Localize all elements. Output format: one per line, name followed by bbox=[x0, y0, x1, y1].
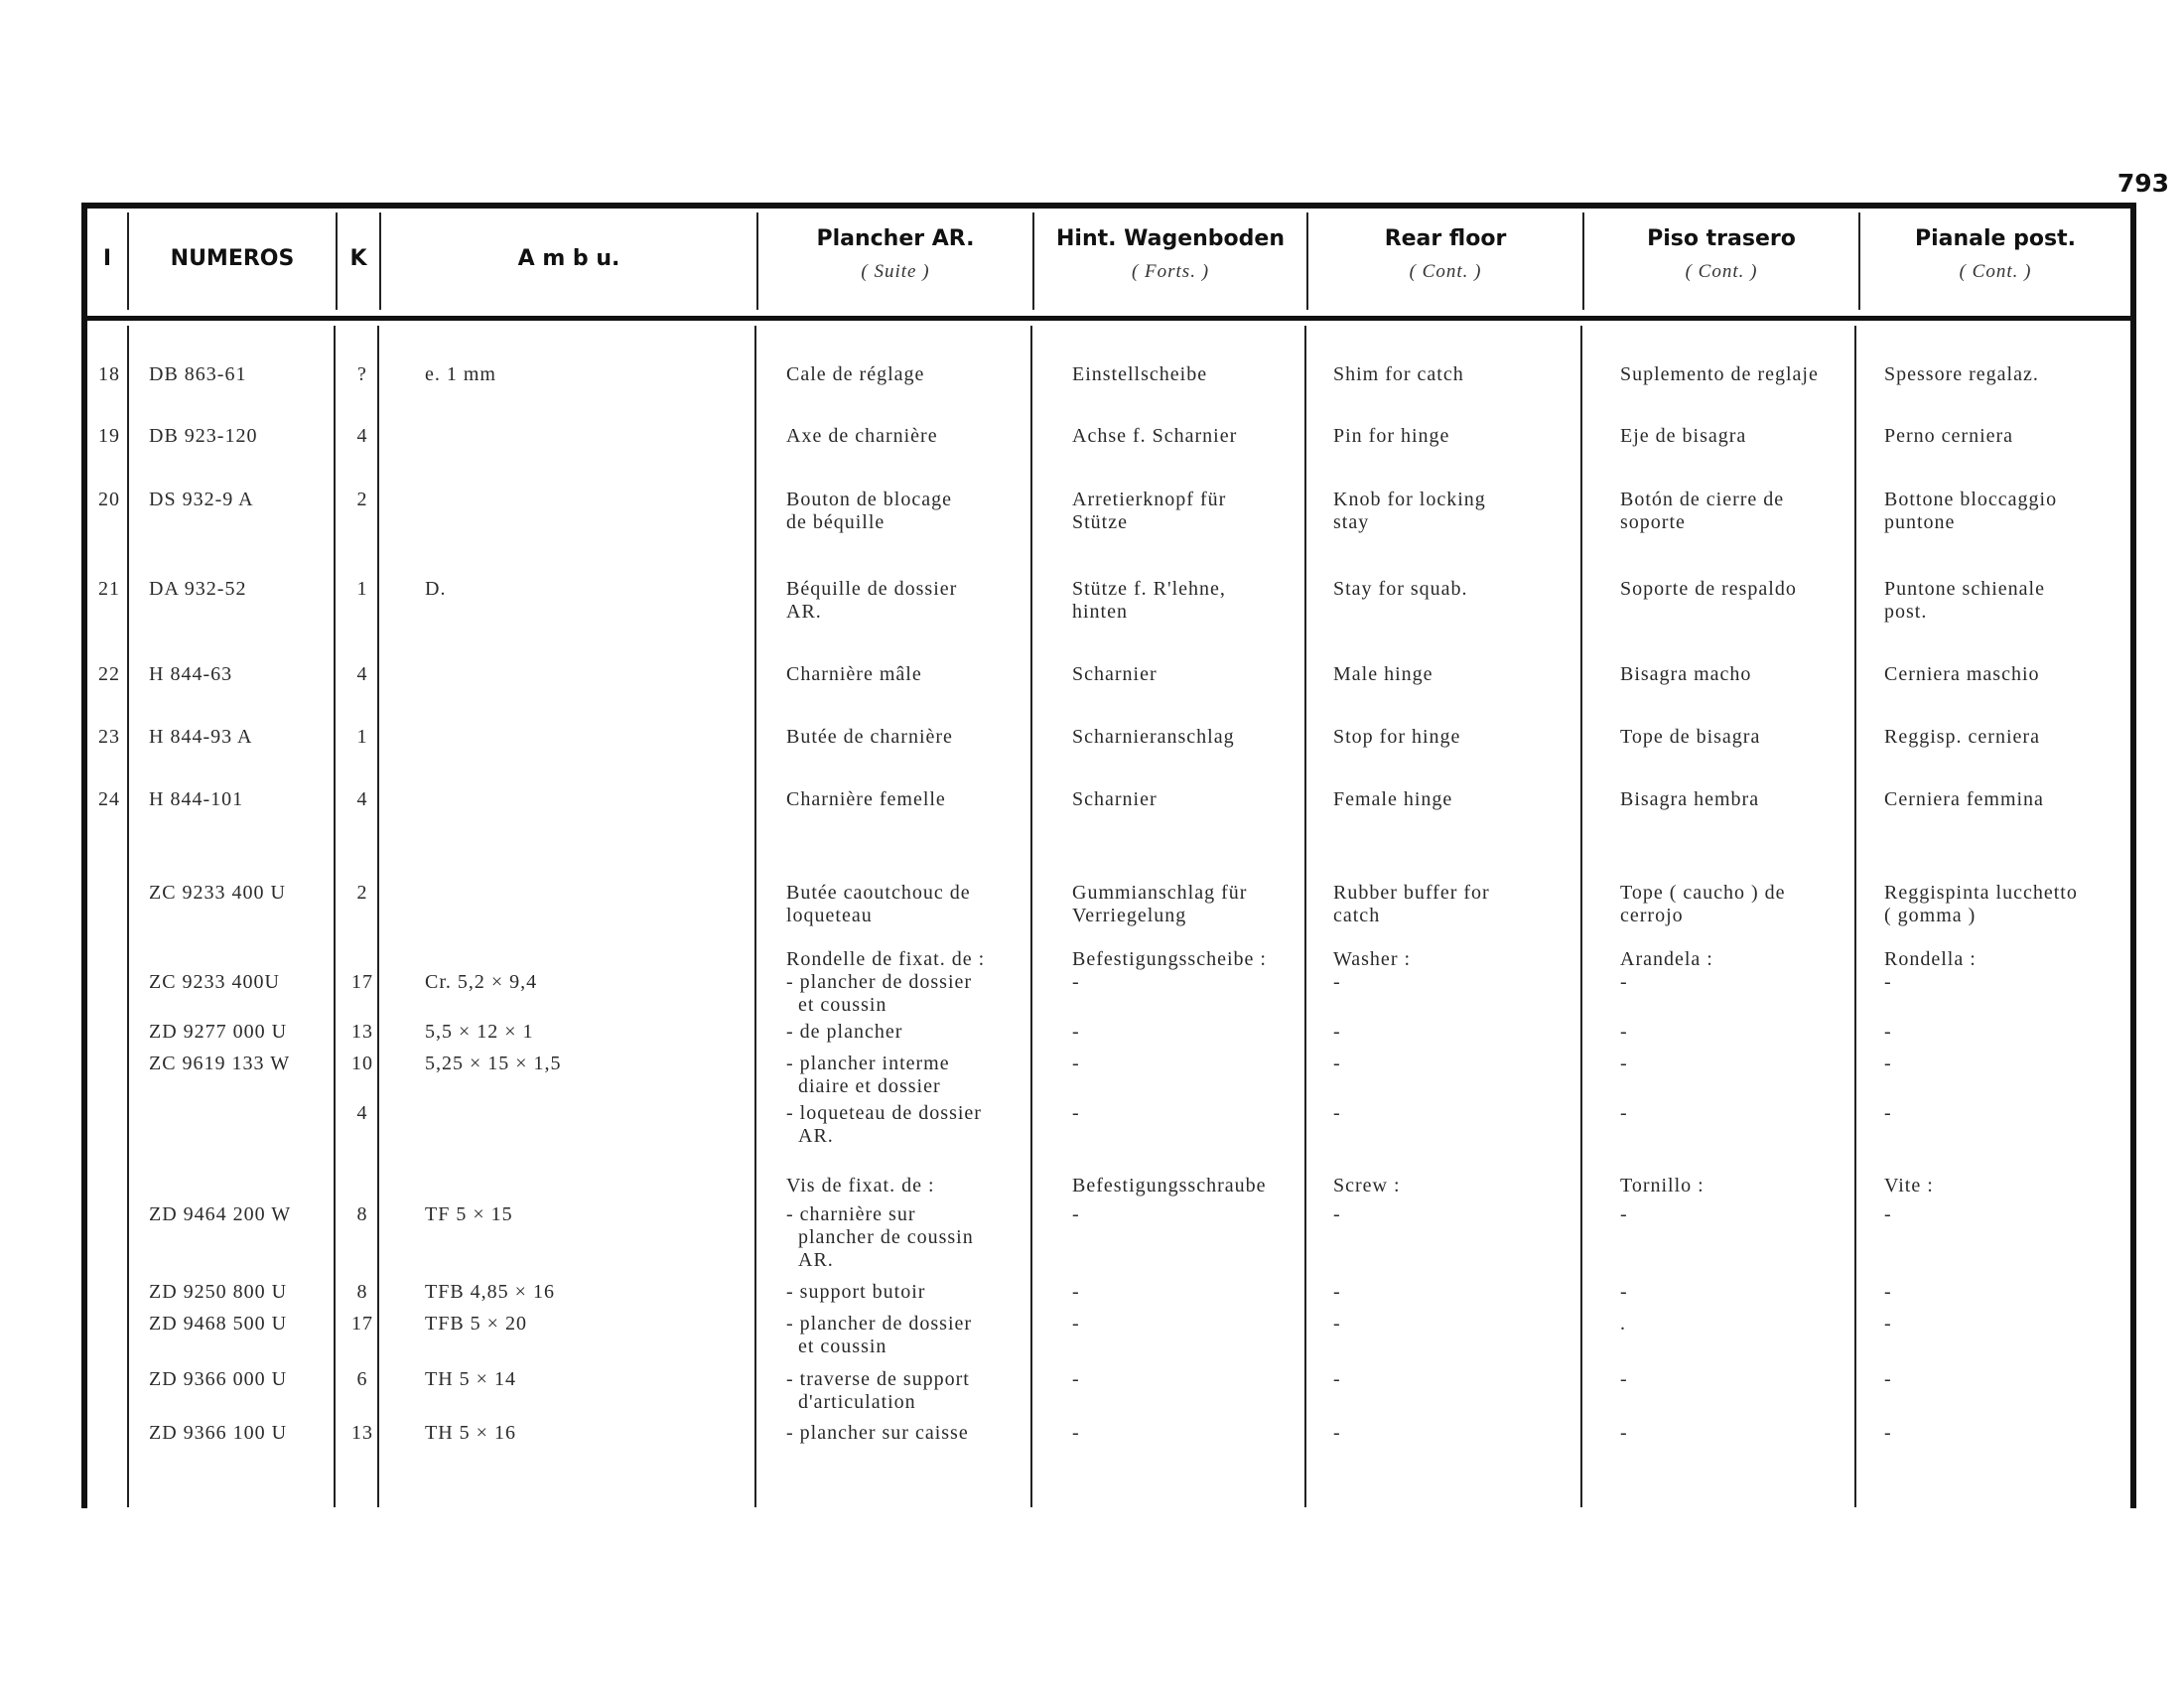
french-description: Butée de charnière bbox=[786, 726, 953, 748]
spanish-description: - bbox=[1620, 1203, 1628, 1225]
row-index: 20 bbox=[98, 489, 120, 510]
italian-description: - bbox=[1884, 1203, 1892, 1225]
quantity: 1 bbox=[356, 578, 368, 600]
italian-description: Reggisp. cerniera bbox=[1884, 726, 2040, 748]
part-number: ZC 9233 400U bbox=[149, 971, 280, 993]
part-number: DB 923-120 bbox=[149, 425, 258, 447]
part-number: ZD 9250 800 U bbox=[149, 1281, 288, 1303]
row-index: 19 bbox=[98, 425, 120, 447]
italian-description: Reggispinta lucchetto ( gomma ) bbox=[1884, 882, 2078, 926]
spanish-description: - bbox=[1620, 971, 1628, 993]
header-spanish bbox=[1584, 226, 1858, 283]
english-description: Washer : bbox=[1333, 948, 1412, 970]
english-description: Female hinge bbox=[1333, 788, 1453, 810]
english-description: Pin for hinge bbox=[1333, 425, 1450, 447]
table-frame-left bbox=[81, 203, 87, 1508]
french-description: - traverse de support d'articulation bbox=[786, 1368, 970, 1413]
italian-description: Cerniera femmina bbox=[1884, 788, 2044, 810]
table-frame-right bbox=[2130, 203, 2136, 1508]
english-description: Screw : bbox=[1333, 1175, 1401, 1196]
row-index: 22 bbox=[98, 663, 120, 685]
german-description: - bbox=[1072, 1313, 1080, 1335]
spanish-description: - bbox=[1620, 1053, 1628, 1074]
spanish-description: Soporte de respaldo bbox=[1620, 578, 1797, 600]
part-number: ZD 9468 500 U bbox=[149, 1313, 288, 1335]
quantity: 17 bbox=[351, 1313, 373, 1335]
french-description: - charnière sur plancher de coussin AR. bbox=[786, 1203, 974, 1271]
part-number: DB 863-61 bbox=[149, 363, 247, 385]
german-description: - bbox=[1072, 971, 1080, 993]
header-german bbox=[1034, 226, 1306, 283]
spanish-description: Arandela : bbox=[1620, 948, 1713, 970]
english-description: Knob for locking stay bbox=[1333, 489, 1486, 533]
header-german-sub: ( Forts. ) bbox=[1131, 261, 1210, 282]
english-description: - bbox=[1333, 1422, 1341, 1444]
ambu-note: TH 5 × 14 bbox=[425, 1368, 516, 1390]
spanish-description: Bisagra hembra bbox=[1620, 788, 1760, 810]
english-description: - bbox=[1333, 1053, 1341, 1074]
header-italian bbox=[1860, 226, 2130, 283]
header-french-sub: ( Suite ) bbox=[861, 261, 930, 282]
english-description: - bbox=[1333, 1102, 1341, 1124]
part-number: DA 932-52 bbox=[149, 578, 247, 600]
italian-description: Puntone schienale post. bbox=[1884, 578, 2045, 623]
french-description: Béquille de dossier AR. bbox=[786, 578, 958, 623]
ambu-note: TF 5 × 15 bbox=[425, 1203, 513, 1225]
header-rule bbox=[81, 316, 2136, 321]
quantity: ? bbox=[357, 363, 367, 385]
ambu-note: TH 5 × 16 bbox=[425, 1422, 516, 1444]
french-description: Charnière femelle bbox=[786, 788, 946, 810]
header-english bbox=[1308, 226, 1582, 283]
ambu-note: Cr. 5,2 × 9,4 bbox=[425, 971, 538, 993]
german-description: - bbox=[1072, 1102, 1080, 1124]
french-description: Butée caoutchouc de loqueteau bbox=[786, 882, 971, 926]
header-k: K bbox=[349, 246, 367, 271]
italian-description: Spessore regalaz. bbox=[1884, 363, 2039, 385]
italian-description: Bottone bloccaggio puntone bbox=[1884, 489, 2058, 533]
german-description: Arretierknopf für Stütze bbox=[1072, 489, 1227, 533]
english-description: - bbox=[1333, 1203, 1341, 1225]
header-english-title: Rear floor bbox=[1384, 226, 1507, 251]
french-description: - plancher de dossier et coussin bbox=[786, 1313, 973, 1357]
spanish-description: Suplemento de reglaje bbox=[1620, 363, 1819, 385]
italian-description: - bbox=[1884, 1313, 1892, 1335]
german-description: - bbox=[1072, 1203, 1080, 1225]
part-number: H 844-93 A bbox=[149, 726, 253, 748]
header-french-title: Plancher AR. bbox=[816, 226, 975, 251]
column-separator bbox=[1854, 326, 1856, 1507]
spanish-description: - bbox=[1620, 1102, 1628, 1124]
german-description: Gummianschlag für Verriegelung bbox=[1072, 882, 1248, 926]
german-description: - bbox=[1072, 1281, 1080, 1303]
quantity: 13 bbox=[351, 1021, 373, 1043]
page-number: 793 bbox=[2116, 169, 2169, 198]
column-separator bbox=[1030, 326, 1032, 1507]
column-separator bbox=[127, 326, 129, 1507]
german-description: Scharnier bbox=[1072, 663, 1158, 685]
english-description: - bbox=[1333, 1368, 1341, 1390]
spanish-description: Tornillo : bbox=[1620, 1175, 1705, 1196]
quantity: 4 bbox=[356, 788, 368, 810]
header-ambu: A m b u. bbox=[517, 246, 620, 271]
header-i: I bbox=[102, 246, 112, 271]
italian-description: - bbox=[1884, 1053, 1892, 1074]
column-separator bbox=[1304, 326, 1306, 1507]
header-spanish-title: Piso trasero bbox=[1647, 226, 1796, 251]
ambu-note: e. 1 mm bbox=[425, 363, 496, 385]
quantity: 10 bbox=[351, 1053, 373, 1074]
ambu-note: D. bbox=[425, 578, 447, 600]
spanish-description: Tope ( caucho ) de cerrojo bbox=[1620, 882, 1786, 926]
german-description: Befestigungsschraube bbox=[1072, 1175, 1267, 1196]
ambu-note: TFB 4,85 × 16 bbox=[425, 1281, 555, 1303]
quantity: 4 bbox=[356, 663, 368, 685]
french-description: - support butoir bbox=[786, 1281, 926, 1303]
french-description: - loqueteau de dossier AR. bbox=[786, 1102, 982, 1147]
german-description: Stütze f. R'lehne, hinten bbox=[1072, 578, 1226, 623]
english-description: - bbox=[1333, 971, 1341, 993]
column-separator bbox=[1580, 326, 1582, 1507]
ambu-note: 5,25 × 15 × 1,5 bbox=[425, 1053, 562, 1074]
header-french bbox=[758, 226, 1032, 283]
french-description: - plancher de dossier et coussin bbox=[786, 971, 973, 1016]
french-description: Cale de réglage bbox=[786, 363, 925, 385]
italian-description: Rondella : bbox=[1884, 948, 1977, 970]
english-description: - bbox=[1333, 1313, 1341, 1335]
part-number: ZC 9619 133 W bbox=[149, 1053, 291, 1074]
german-description: - bbox=[1072, 1021, 1080, 1043]
english-description: - bbox=[1333, 1281, 1341, 1303]
part-number: H 844-101 bbox=[149, 788, 244, 810]
italian-description: Perno cerniera bbox=[1884, 425, 2014, 447]
italian-description: Vite : bbox=[1884, 1175, 1934, 1196]
row-index: 23 bbox=[98, 726, 120, 748]
french-description: Bouton de blocage de béquille bbox=[786, 489, 952, 533]
quantity: 2 bbox=[356, 882, 368, 904]
german-description: - bbox=[1072, 1368, 1080, 1390]
part-number: ZD 9366 000 U bbox=[149, 1368, 288, 1390]
italian-description: - bbox=[1884, 1368, 1892, 1390]
quantity: 4 bbox=[356, 1102, 368, 1124]
part-number: ZD 9366 100 U bbox=[149, 1422, 288, 1444]
german-description: - bbox=[1072, 1422, 1080, 1444]
header-english-sub: ( Cont. ) bbox=[1409, 261, 1482, 282]
english-description: - bbox=[1333, 1021, 1341, 1043]
part-number: H 844-63 bbox=[149, 663, 233, 685]
italian-description: - bbox=[1884, 971, 1892, 993]
header-numeros: NUMEROS bbox=[170, 246, 295, 271]
french-description: Charnière mâle bbox=[786, 663, 922, 685]
spanish-description: - bbox=[1620, 1422, 1628, 1444]
quantity: 2 bbox=[356, 489, 368, 510]
spanish-description: . bbox=[1620, 1313, 1626, 1335]
header-italian-title: Pianale post. bbox=[1915, 226, 2076, 251]
english-description: Male hinge bbox=[1333, 663, 1433, 685]
italian-description: - bbox=[1884, 1021, 1892, 1043]
german-description: - bbox=[1072, 1053, 1080, 1074]
english-description: Rubber buffer for catch bbox=[1333, 882, 1490, 926]
spanish-description: - bbox=[1620, 1281, 1628, 1303]
header-german-title: Hint. Wagenboden bbox=[1055, 226, 1285, 251]
french-description: - plancher sur caisse bbox=[786, 1422, 969, 1444]
german-description: Befestigungsscheibe : bbox=[1072, 948, 1267, 970]
spanish-description: - bbox=[1620, 1021, 1628, 1043]
french-description: - de plancher bbox=[786, 1021, 903, 1043]
german-description: Scharnier bbox=[1072, 788, 1158, 810]
quantity: 8 bbox=[356, 1281, 368, 1303]
german-description: Scharnieranschlag bbox=[1072, 726, 1235, 748]
italian-description: - bbox=[1884, 1281, 1892, 1303]
quantity: 13 bbox=[351, 1422, 373, 1444]
quantity: 17 bbox=[351, 971, 373, 993]
quantity: 1 bbox=[356, 726, 368, 748]
spanish-description: Bisagra macho bbox=[1620, 663, 1752, 685]
french-description: Axe de charnière bbox=[786, 425, 938, 447]
ambu-note: 5,5 × 12 × 1 bbox=[425, 1021, 534, 1043]
header-spanish-sub: ( Cont. ) bbox=[1685, 261, 1758, 282]
spanish-description: Tope de bisagra bbox=[1620, 726, 1761, 748]
italian-description: - bbox=[1884, 1422, 1892, 1444]
german-description: Achse f. Scharnier bbox=[1072, 425, 1238, 447]
spanish-description: Botón de cierre de soporte bbox=[1620, 489, 1785, 533]
part-number: ZC 9233 400 U bbox=[149, 882, 286, 904]
quantity: 8 bbox=[356, 1203, 368, 1225]
quantity: 4 bbox=[356, 425, 368, 447]
spanish-description: - bbox=[1620, 1368, 1628, 1390]
header-italian-sub: ( Cont. ) bbox=[1959, 261, 2032, 282]
french-description: Vis de fixat. de : bbox=[786, 1175, 935, 1196]
row-index: 24 bbox=[98, 788, 120, 810]
italian-description: - bbox=[1884, 1102, 1892, 1124]
part-number: DS 932-9 A bbox=[149, 489, 254, 510]
table-frame-top bbox=[81, 203, 2136, 209]
ambu-note: TFB 5 × 20 bbox=[425, 1313, 527, 1335]
english-description: Stop for hinge bbox=[1333, 726, 1461, 748]
english-description: Stay for squab. bbox=[1333, 578, 1468, 600]
french-description: Rondelle de fixat. de : bbox=[786, 948, 986, 970]
row-index: 21 bbox=[98, 578, 120, 600]
part-number: ZD 9464 200 W bbox=[149, 1203, 292, 1225]
german-description: Einstellscheibe bbox=[1072, 363, 1208, 385]
column-separator bbox=[754, 326, 756, 1507]
column-separator bbox=[334, 326, 336, 1507]
english-description: Shim for catch bbox=[1333, 363, 1464, 385]
spanish-description: Eje de bisagra bbox=[1620, 425, 1747, 447]
italian-description: Cerniera maschio bbox=[1884, 663, 2040, 685]
quantity: 6 bbox=[356, 1368, 368, 1390]
part-number: ZD 9277 000 U bbox=[149, 1021, 288, 1043]
french-description: - plancher interme diaire et dossier bbox=[786, 1053, 950, 1097]
row-index: 18 bbox=[98, 363, 120, 385]
